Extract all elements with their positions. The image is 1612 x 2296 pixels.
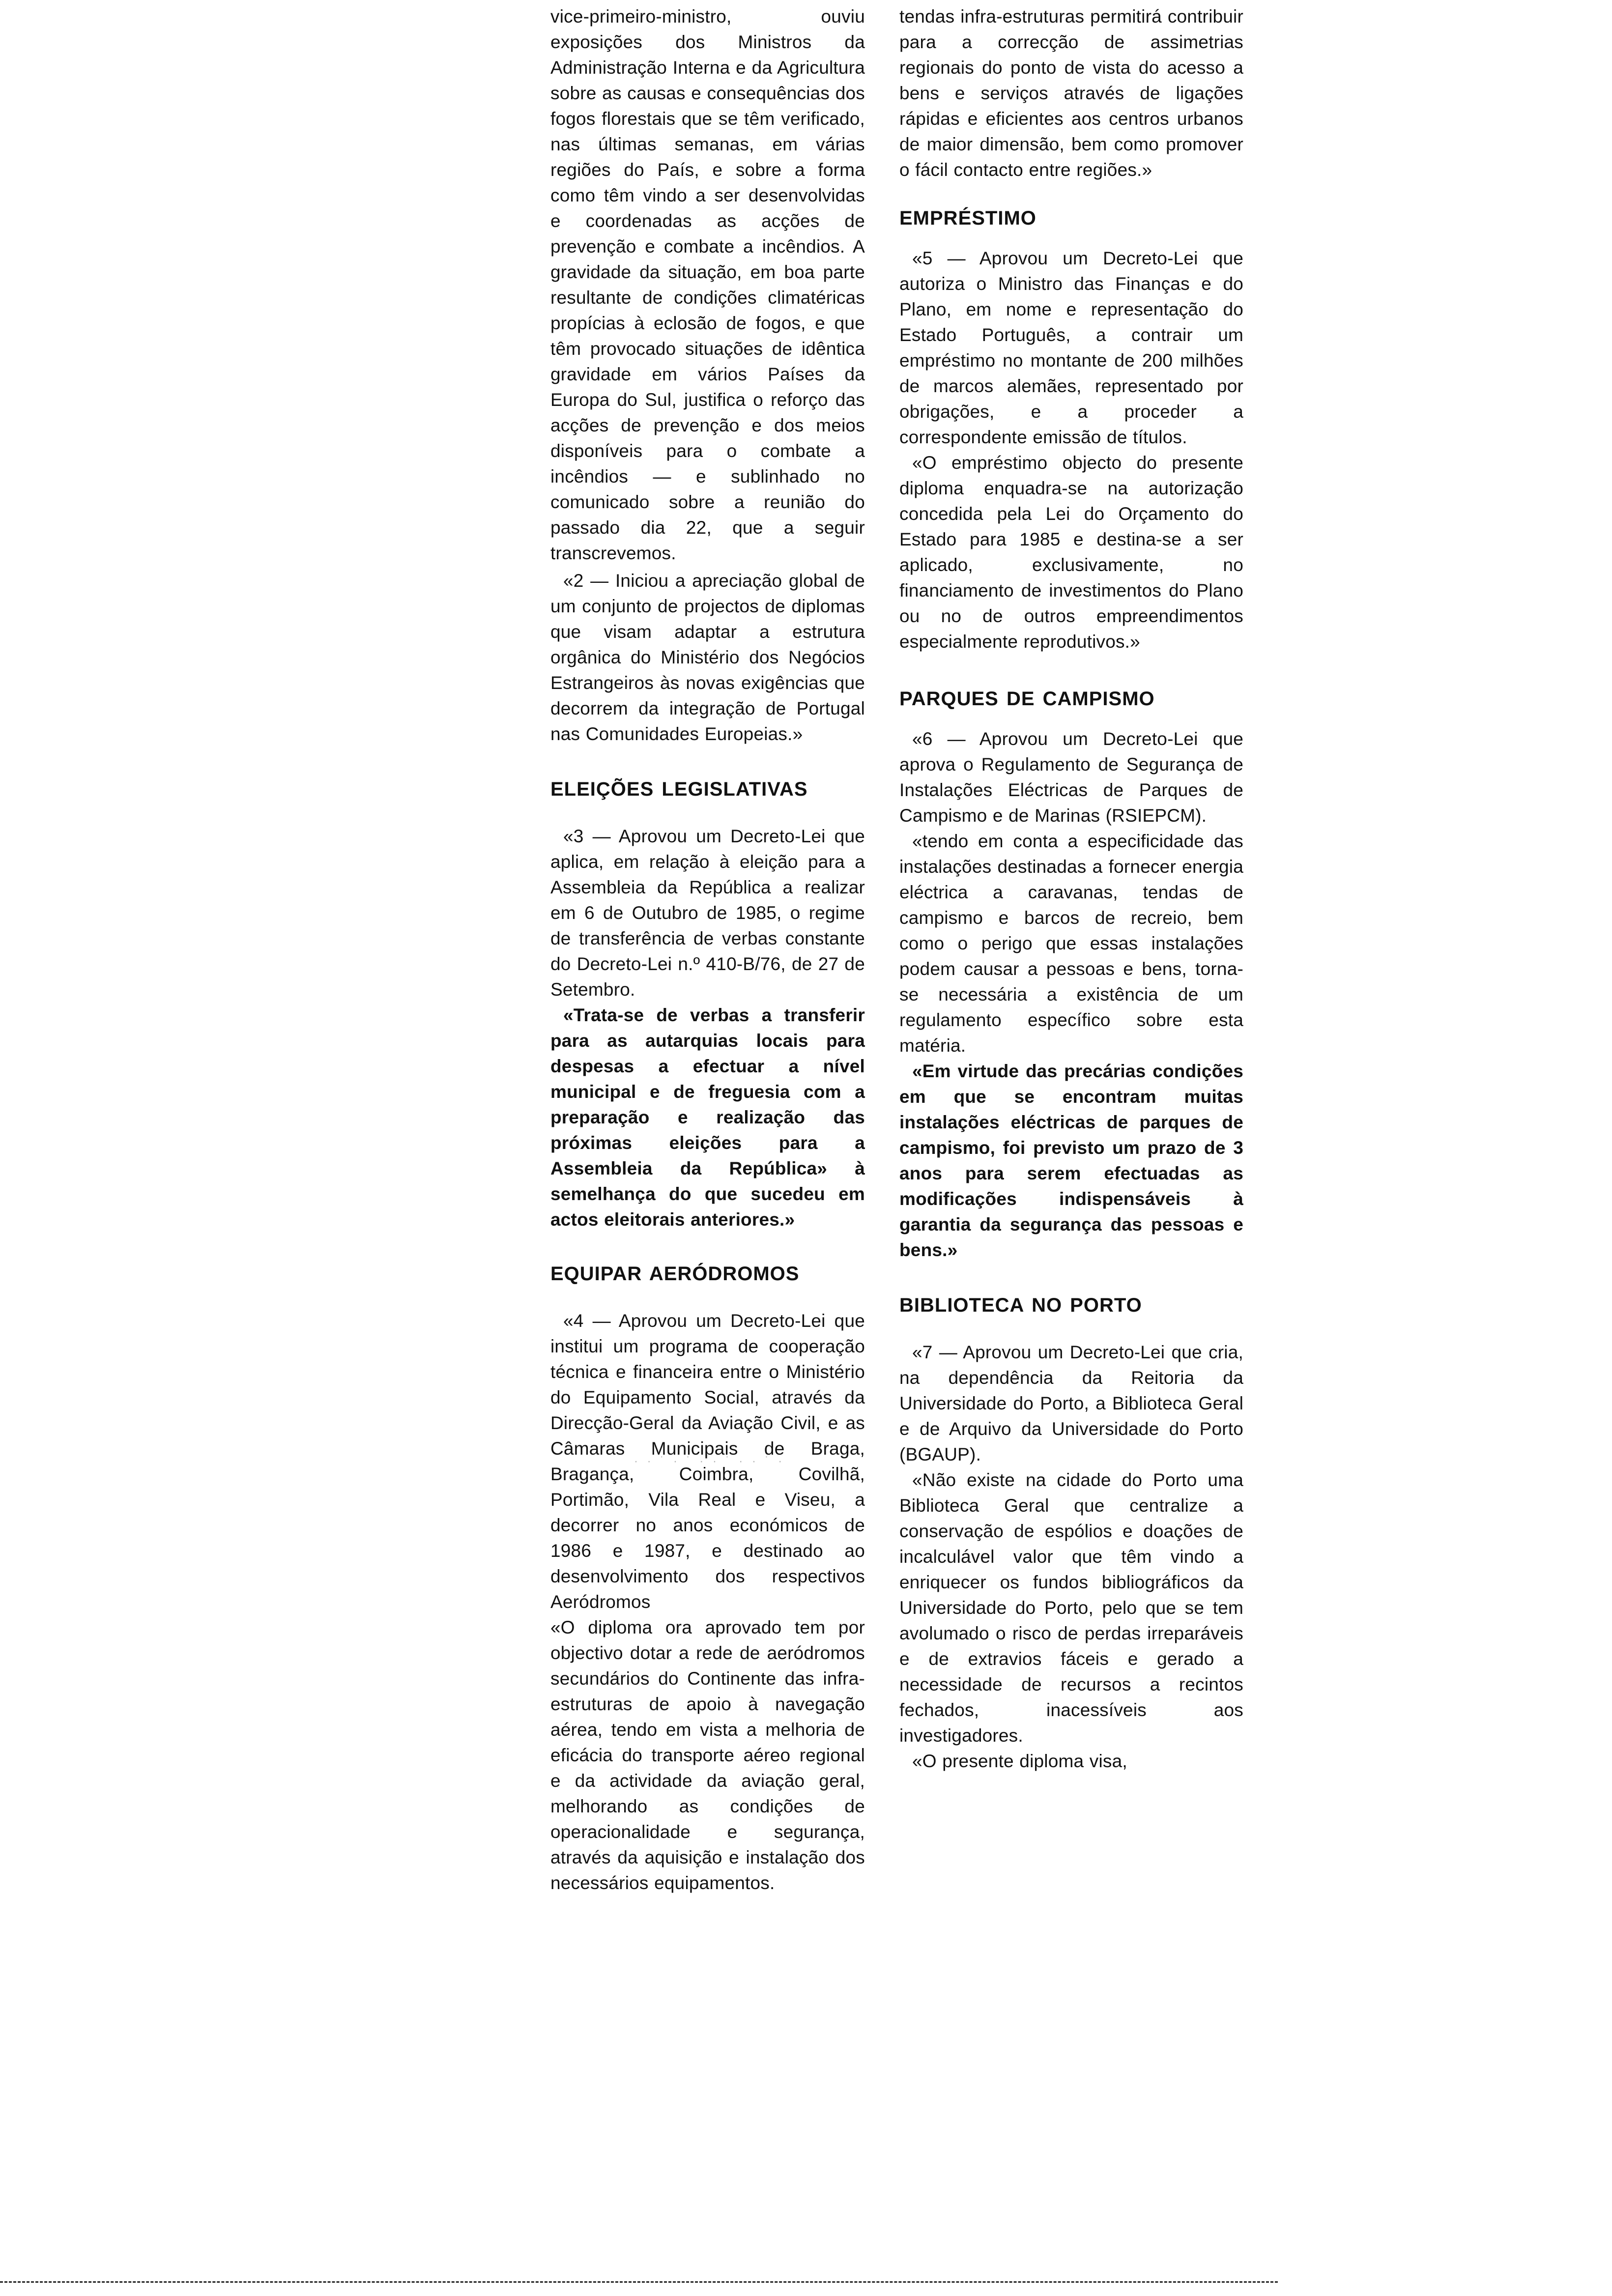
right-column <box>899 0 1243 1774</box>
campismo-paragraph-3: «Em virtude das precárias condições em que se encontram muitas instalações eléctricas de parques de campismo, foi previsto um prazo de 3 anos para serem efectuadas as modificações indispensáveis à garantia da segurança das pessoas e bens.» <box>899 1061 1243 1260</box>
section-title-aerodromos: EQUIPAR AERÓDROMOS <box>550 1263 800 1285</box>
biblioteca-paragraph-1: «7 — Aprovou um Decreto-Lei que cria, na dependência da Reitoria da Universidade do Porto, a Biblioteca Geral e de Arquivo da Universidade do Porto (BGAUP). <box>899 1342 1243 1464</box>
left-column <box>550 0 865 1896</box>
campismo-paragraph-2: «tendo em conta a especificidade das instalações destinadas a fornecer energia eléctrica a caravanas, tendas de campismo e barcos de recreio, bem como o perigo que essas instalações podem causar a pessoas e bens, torna-se necessária a existência de um regulamento específico sobre esta matéria. <box>899 831 1243 1056</box>
scan-artifact: · · ˙ · ˙ · · ˙ · · ˙ · <box>634 1455 785 1468</box>
aerodromos-paragraph-2: «O diploma ora aprovado tem por objectivo dotar a rede de aeródromos secundários do Continente das infra-estruturas de apoio à navegação aérea, tendo em vista a melhoria de eficácia do transporte aéreo regional e da actividade da aviação geral, melhorando as condições de operacionalidade e segurança, através da aquisição e instalação dos necessários equipamentos. <box>550 1617 865 1893</box>
biblioteca-paragraph-3: «O presente diploma visa, <box>912 1751 1127 1771</box>
item-2-paragraph: «2 — Iniciou a apreciação global de um conjunto de projectos de diplomas que visam adaptar a estrutura orgânica do Ministério dos Negócios Estrangeiros às novas exigências que decorrem da integração de Portugal nas Comunidades Europeias.» <box>550 571 865 744</box>
eleicoes-paragraph-1: «3 — Aprovou um Decreto-Lei que aplica, em relação à eleição para a Assembleia da República a realizar em 6 de Outubro de 1985, o regime de transferência de verbas constante do Decreto-Lei n.º 410-B/76, de 27 de Setembro. <box>550 826 865 1000</box>
section-title-eleicoes: ELEIÇÕES LEGISLATIVAS <box>550 778 808 800</box>
bottom-divider <box>0 2281 1278 2283</box>
section-title-emprestimo: EMPRÉSTIMO <box>899 207 1036 229</box>
section-title-campismo: PARQUES DE CAMPISMO <box>899 688 1155 710</box>
campismo-paragraph-1: «6 — Aprovou um Decreto-Lei que aprova o Regulamento de Segurança de Instalações Eléctricas de Parques de Campismo e de Marinas (RSIEPCM). <box>899 729 1243 826</box>
eleicoes-paragraph-2: «Trata-se de verbas a transferir para as autarquias locais para despesas a efectuar a nível municipal e de freguesia com a preparação e realização das próximas eleições para a Assembleia da República» à semelhança do que sucedeu em actos eleitorais anteriores.» <box>550 1005 865 1230</box>
right-intro-paragraph: tendas infra-estruturas permitirá contribuir para a correcção de assimetrias regionais do ponto de vista do acesso a bens e serviços através de ligações rápidas e eficientes aos centros urbanos de maior dimensão, bem como promover o fácil contacto entre regiões.» <box>899 6 1243 180</box>
emprestimo-paragraph-2: «O empréstimo objecto do presente diploma enquadra-se na autorização concedida pela Lei do Orçamento do Estado para 1985 e destina-se a ser aplicado, exclusivamente, no financiamento de investimentos do Plano ou no de outros empreendimentos especialmente reprodutivos.» <box>899 453 1243 652</box>
biblioteca-paragraph-2: «Não existe na cidade do Porto uma Biblioteca Geral que centralize a conservação de espólios e doações de incalculável valor que têm vindo a enriquecer os fundos bibliográficos da Universidade do Porto, pelo que se tem avolumado o risco de perdas irreparáveis e de extravios fáceis e gerado a necessidade de recursos a recintos fechados, inacessíveis aos investigadores. <box>899 1470 1243 1746</box>
emprestimo-paragraph-1: «5 — Aprovou um Decreto-Lei que autoriza o Ministro das Finanças e do Plano, em nome e representação do Estado Português, a contrair um empréstimo no montante de 200 milhões de marcos alemães, representado por obrigações, e a proceder a correspondente emissão de títulos. <box>899 248 1243 447</box>
intro-paragraph: vice-primeiro-ministro, ouviu exposições dos Ministros da Administração Interna e da Agricultura sobre as causas e consequências dos fogos florestais que se têm verificado, nas últimas semanas, em várias regiões do País, e sobre a forma como têm vindo a ser desenvolvidas e coordenadas as acções de prevenção e combate a incêndios. A gravidade da situação, em boa parte resultante de condições climatéricas propícias à eclosão de fogos, e que têm provocado situações de idêntica gravidade em vários Países da Europa do Sul, justifica o reforço das acções de prevenção e dos meios disponíveis para o combate a incêndios — e sublinhado no comunicado sobre a reunião do passado dia 22, que a seguir transcrevemos. <box>550 6 865 563</box>
section-title-biblioteca: BIBLIOTECA NO PORTO <box>899 1294 1142 1316</box>
aerodromos-paragraph-1: «4 — Aprovou um Decreto-Lei que institui um programa de cooperação técnica e financeira entre o Ministério do Equipamento Social, através da Direcção-Geral da Aviação Civil, e as Câmaras Municipais de Braga, Bragança, Coimbra, Covilhã, Portimão, Vila Real e Viseu, a decorrer no anos económicos de 1986 e 1987, e destinado ao desenvolvimento dos respectivos Aeródromos <box>550 1311 865 1612</box>
